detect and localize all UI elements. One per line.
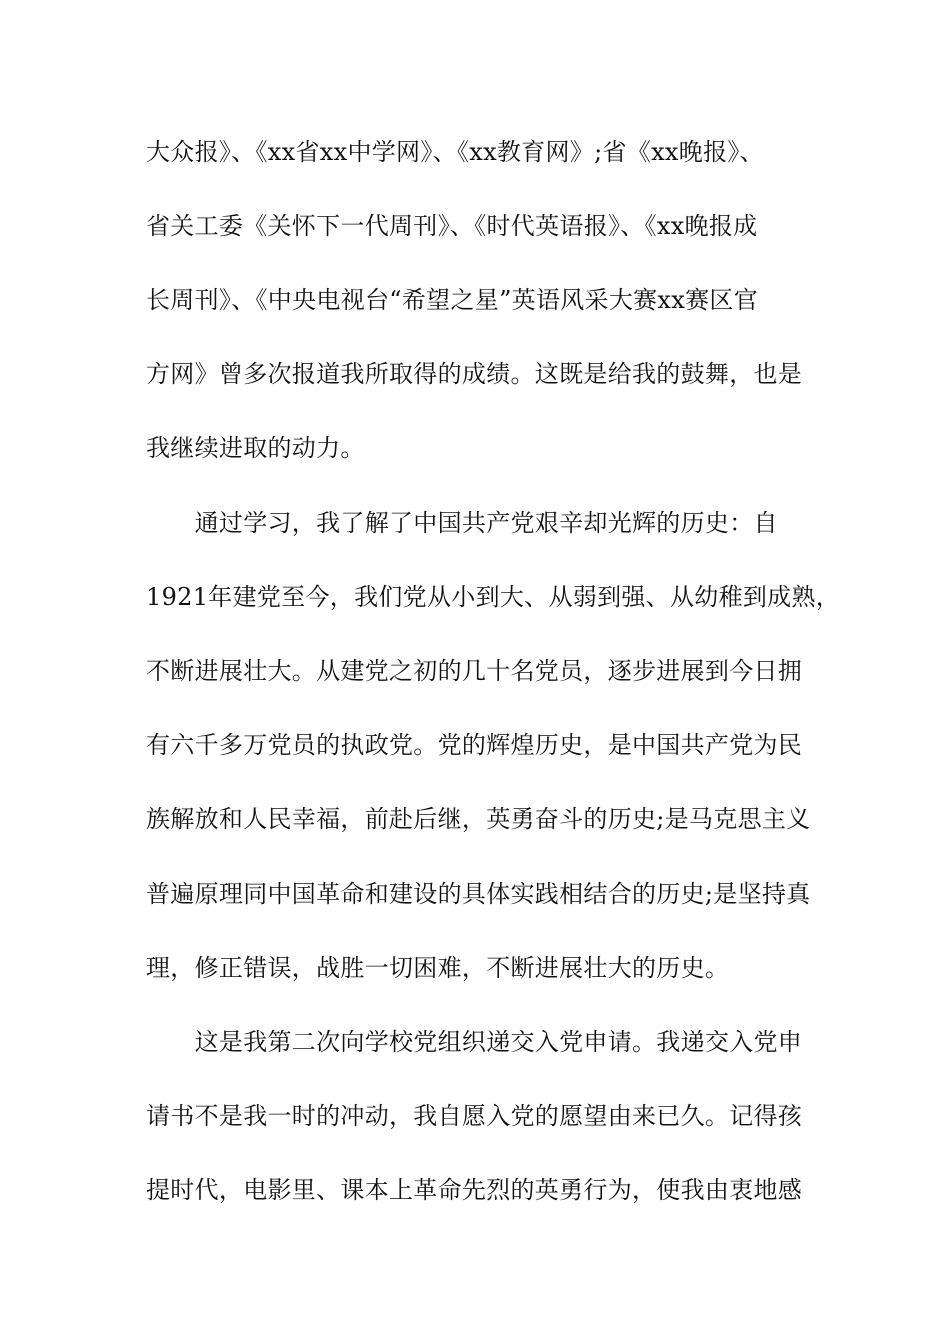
text-line: 这是我第二次向学校党组织递交入党申请。我递交入党申 — [146, 1028, 803, 1056]
text-line: 省关工委《关怀下一代周刊》、《时代英语报》、《xx晚报成 — [146, 212, 758, 240]
text-line: 长周刊》、《中央电视台“希望之星”英语风采大赛xx赛区官 — [146, 286, 759, 314]
text-line: 普遍原理同中国革命和建设的具体实践相结合的历史;是坚持真 — [146, 880, 811, 908]
text-line: 族解放和人民幸福，前赴后继，英勇奋斗的历史;是马克思主义 — [146, 805, 811, 833]
text-line: 1921年建党至今，我们党从小到大、从弱到强、从幼稚到成熟， — [146, 583, 841, 611]
text-line: 通过学习，我了解了中国共产党艰辛却光辉的历史：自 — [146, 509, 778, 537]
text-line: 我继续进取的动力。 — [146, 434, 365, 462]
text-line: 大众报》、《xx省xx中学网》、《xx教育网》;省《xx晚报》、 — [146, 138, 764, 166]
text-line: 提时代，电影里、课本上革命先烈的英勇行为，使我由衷地感 — [146, 1176, 803, 1204]
text-line: 有六千多万党员的执政党。党的辉煌历史，是中国共产党为民 — [146, 731, 803, 759]
text-line: 理，修正错误，战胜一切困难，不断进展壮大的历史。 — [146, 954, 730, 982]
text-line: 请书不是我一时的冲动，我自愿入党的愿望由来已久。记得孩 — [146, 1102, 803, 1130]
text-line: 不断进展壮大。从建党之初的几十名党员，逐步进展到今日拥 — [146, 657, 803, 685]
text-line: 方网》曾多次报道我所取得的成绩。这既是给我的鼓舞，也是 — [146, 360, 803, 388]
